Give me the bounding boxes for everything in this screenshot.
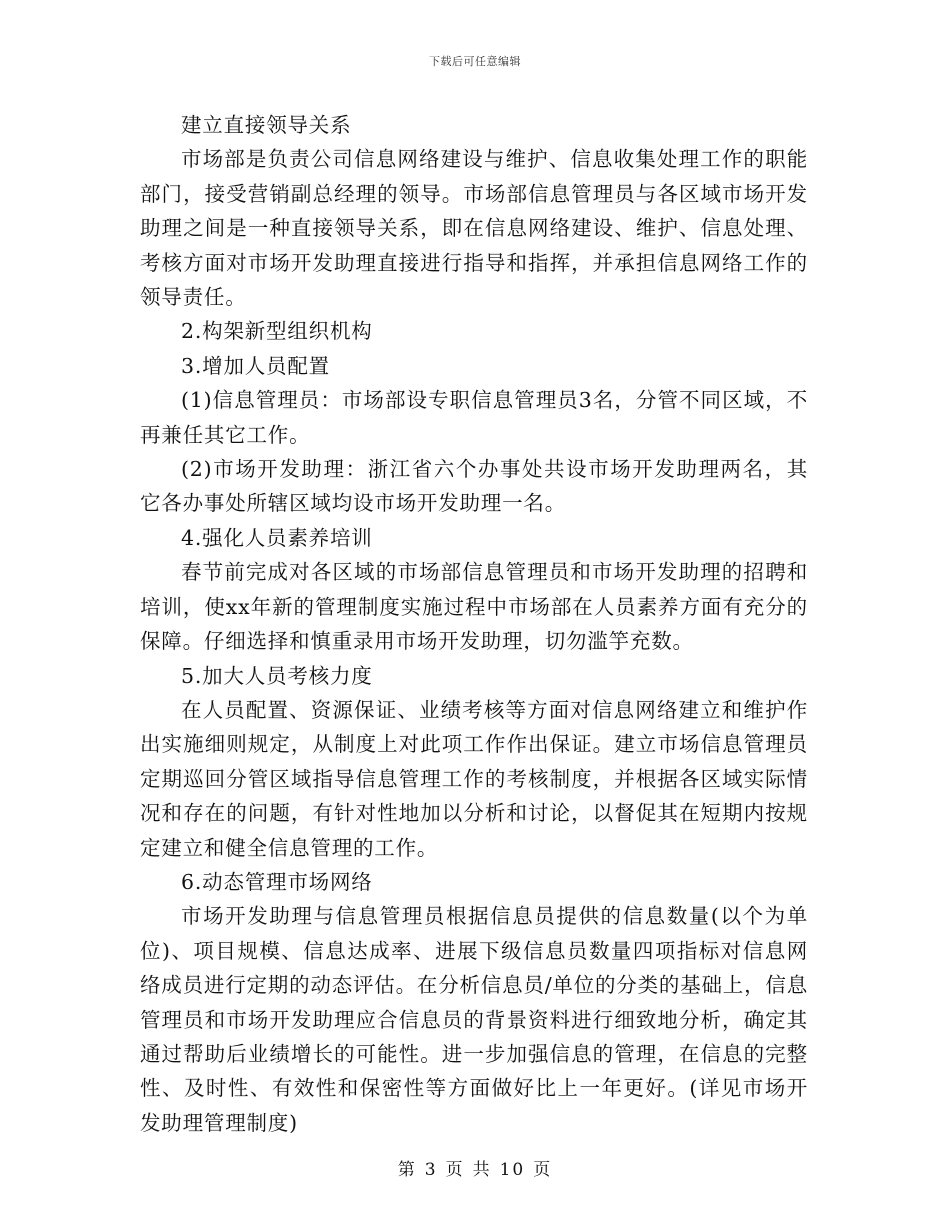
paragraph-training-detail: 春节前完成对各区域的市场部信息管理员和市场开发助理的招聘和培训，使xx年新的管理制度实施过程中市场部在人员素养方面有充分的保障。仔细选择和慎重录用市场开发助理，切勿滥竽充数。	[140, 560, 808, 654]
paragraph-heading-staffing: 3.增加人员配置	[181, 353, 330, 378]
footer-page-word: 页	[445, 1160, 465, 1180]
footer-prefix: 第	[397, 1160, 417, 1180]
document-body	[140, 108, 808, 1140]
paragraph-heading-assessment: 5.加大人员考核力度	[181, 663, 373, 688]
paragraph-leadership-relation: 建立直接领导关系	[181, 113, 352, 137]
footer-total-word: 共	[472, 1160, 492, 1180]
footer-suffix: 页	[533, 1160, 553, 1180]
paragraph-dynamic-management-detail: 市场开发助理与信息管理员根据信息员提供的信息数量(以个为单位)、项目规模、信息达成率、进展下级信息员数量四项指标对信息网络成员进行定期的动态评估。在分析信息员/单位的分类的基础上，信息管理员和市场开发助理应合信息员的背景资料进行细致地分析，确定其通过帮助后业绩增长的可能性。进一步加强信息的管理，在信息的完整性、及时性、有效性和保密性等方面做好比上一年更好。(详见市场开发助理管理制度)	[140, 904, 809, 1135]
paragraph-market-department-role: 市场部是负责公司信息网络建设与维护、信息收集处理工作的职能部门，接受营销副总经理的领导。市场部信息管理员与各区域市场开发助理之间是一种直接领导关系，即在信息网络建设、维护、信息处理、考核方面对市场开发助理直接进行指导和指挥，并承担信息网络工作的领导责任。	[140, 147, 808, 310]
paragraph-assessment-detail: 在人员配置、资源保证、业绩考核等方面对信息网络建立和维护作出实施细则规定，从制度上对此项工作作出保证。建立市场信息管理员定期巡回分管区域指导信息管理工作的考核制度，并根据各区域实际情况和存在的问题，有针对性地加以分析和讨论，以督促其在短期内按规定建立和健全信息管理的工作。	[140, 697, 808, 860]
footer-current-page: 3	[424, 1160, 438, 1180]
page-number-footer	[0, 1155, 950, 1180]
paragraph-heading-org-structure: 2.构架新型组织机构	[181, 319, 373, 344]
header-note: 下载后可任意编辑	[429, 55, 521, 68]
paragraph-heading-dynamic-management: 6.动态管理市场网络	[181, 869, 373, 894]
paragraph-heading-training: 4.强化人员素养培训	[181, 525, 373, 550]
paragraph-info-manager: (1)信息管理员：市场部设专职信息管理员3名，分管不同区域，不再兼任其它工作。	[140, 388, 808, 447]
footer-total-pages: 10	[499, 1160, 526, 1180]
paragraph-market-assistant: (2)市场开发助理：浙江省六个办事处共设市场开发助理两名，其它各办事处所辖区域均设市场开发助理一名。	[140, 457, 808, 516]
